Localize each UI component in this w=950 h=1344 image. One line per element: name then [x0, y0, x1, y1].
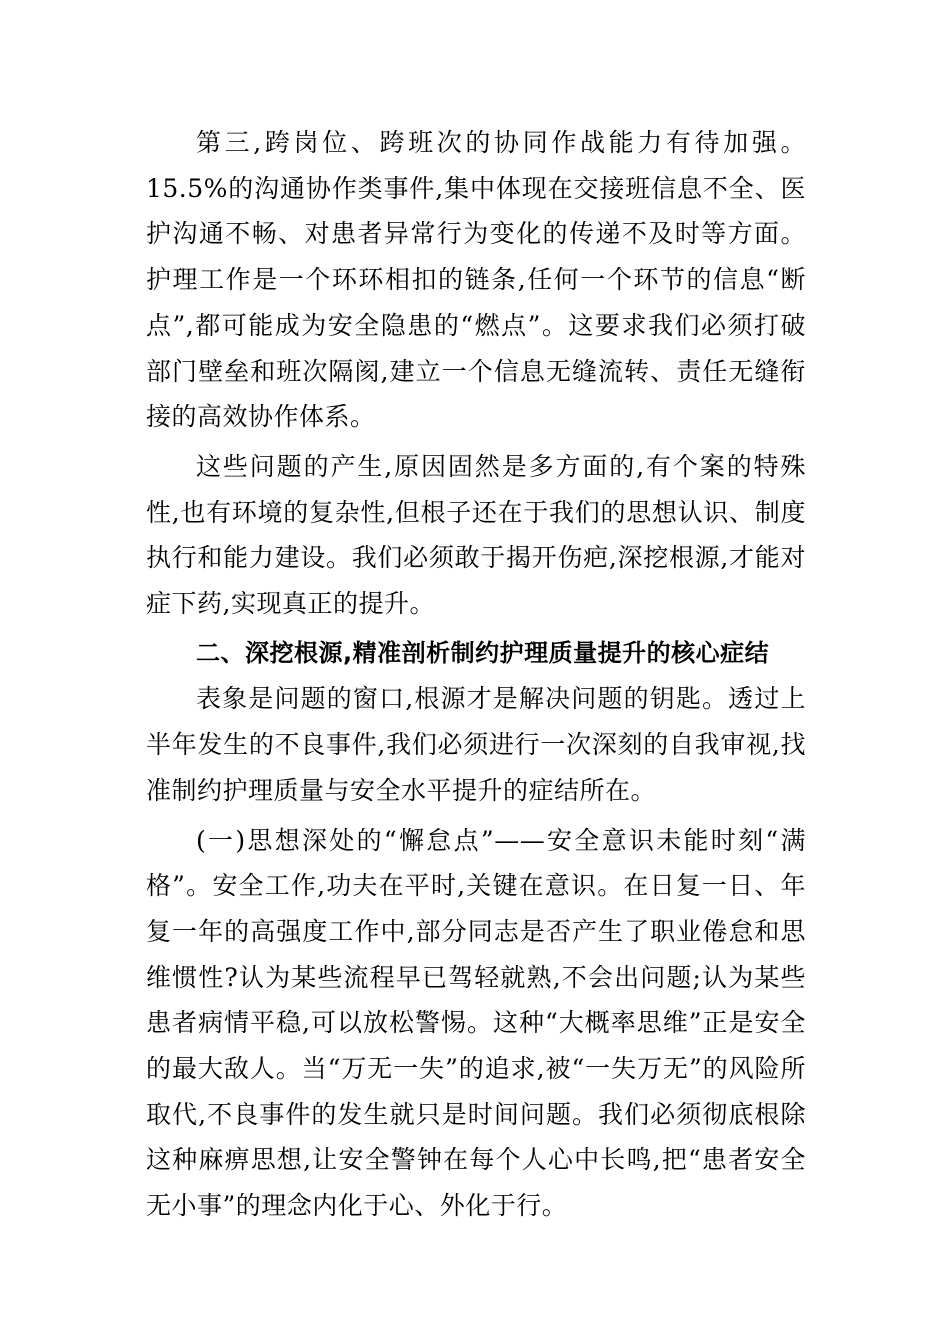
- paragraph-intro-root-causes: 表象是问题的窗口,根源才是解决问题的钥匙。透过上半年发生的不良事件,我们必须进行一次深刻的自我审视,找准制约护理质量与安全水平提升的症结所在。: [146, 684, 806, 805]
- paragraph-teamwork: 第三,跨岗位、跨班次的协同作战能力有待加强。15.5%的沟通协作类事件,集中体现在交接班信息不全、医护沟通不畅、对患者异常行为变化的传递不及时等方面。护理工作是一个环环相扣的链条,任何一个环节的信息“断点”,都可能成为安全隐患的“燃点”。这要求我们必须打破部门壁垒和班次隔阂,建立一个信息无缝流转、责任无缝衔接的高效协作体系。: [146, 128, 806, 432]
- paragraph-causes: 这些问题的产生,原因固然是多方面的,有个案的特殊性,也有环境的复杂性,但根子还在于我们的思想认识、制度执行和能力建设。我们必须敢于揭开伤疤,深挖根源,才能对症下药,实现真正的提升。: [146, 451, 806, 619]
- paragraph-subsection-1: (一)思想深处的“懈怠点”——安全意识未能时刻“满格”。安全工作,功夫在平时,关键在意识。在日复一日、年复一年的高强度工作中,部分同志是否产生了职业倦怠和思维惯性?认为某些流程早已驾轻就熟,不会出问题;认为某些患者病情平稳,可以放松警惕。这种“大概率思维”正是安全的最大敌人。当“万无一失”的追求,被“一失万无”的风险所取代,不良事件的发生就只是时间问题。我们必须彻底根除这种麻痹思想,让安全警钟在每个人心中长鸣,把“患者安全无小事”的理念内化于心、外化于行。: [146, 825, 806, 1221]
- section-heading-2: 二、深挖根源,精准剖析制约护理质量提升的核心症结: [196, 638, 770, 667]
- document-page: [146, 120, 806, 1229]
